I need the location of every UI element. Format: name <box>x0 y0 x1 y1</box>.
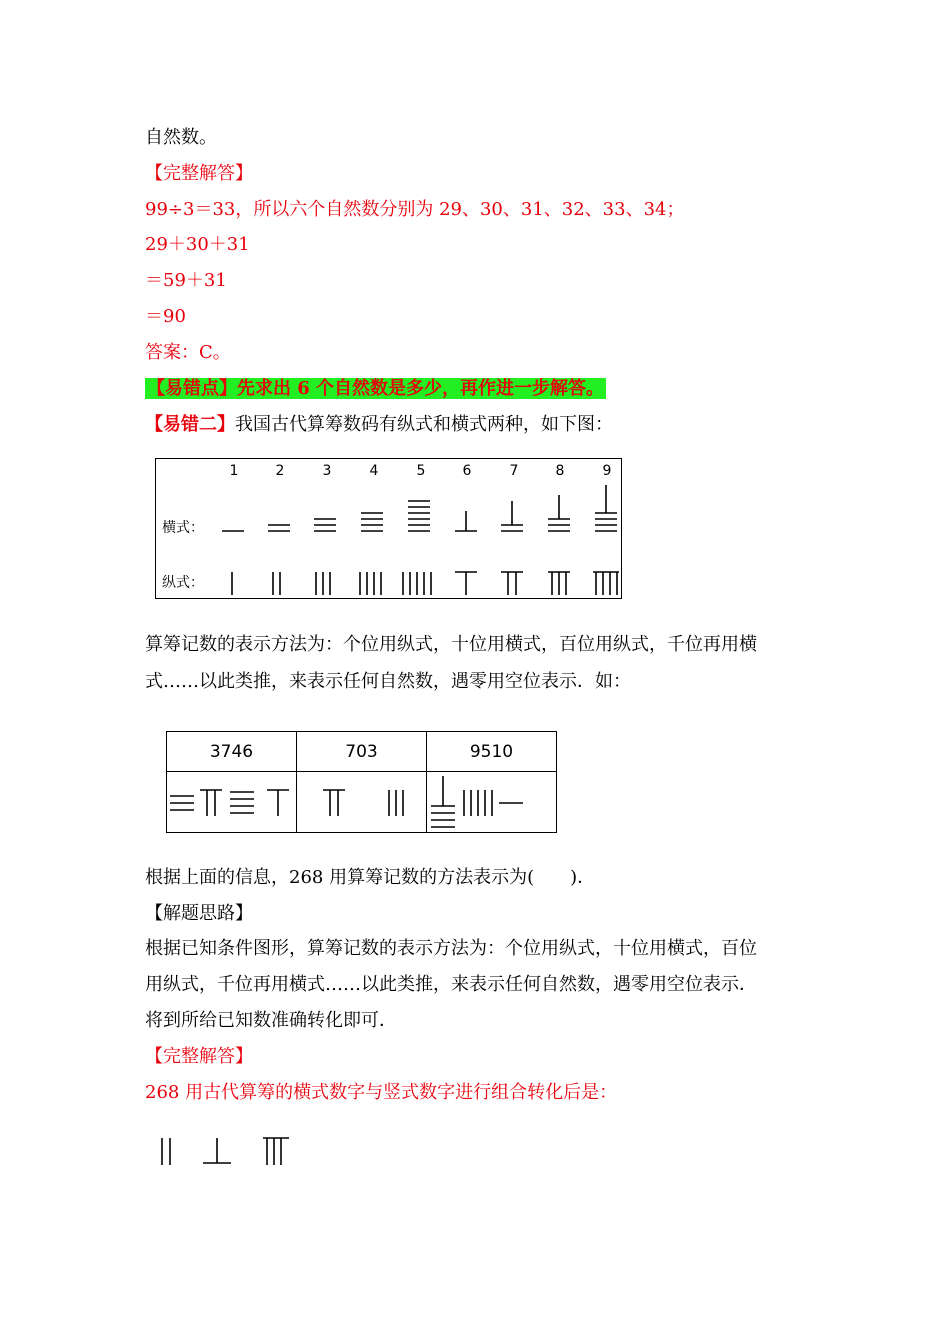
table-header-row <box>167 732 557 772</box>
solution-line: 29＋30＋31 <box>145 234 250 255</box>
rod-numeral-figure <box>155 458 622 599</box>
solution-line: 99÷3＝33，所以六个自然数分别为 29、30、31、32、33、34； <box>145 199 685 220</box>
table-cell <box>427 772 557 833</box>
section-heading: 【完整解答】 <box>145 1046 253 1067</box>
example-table <box>166 731 557 833</box>
answer-line: 答案：C。 <box>145 342 231 363</box>
rod-glyphs-3746 <box>167 772 296 832</box>
digit-label: 3 <box>322 463 332 479</box>
table-header-cell: 3746 <box>167 732 297 772</box>
digit-label: 9 <box>602 463 612 479</box>
solution-line: 268 用古代算筹的横式数字与竖式数字进行组合转化后是： <box>145 1082 618 1103</box>
table-row <box>167 772 557 833</box>
table-cell <box>167 772 297 833</box>
vertical-row-label: 纵式： <box>162 575 204 591</box>
digit-label: 6 <box>462 463 472 479</box>
digit-label: 1 <box>229 463 239 479</box>
mistake-point <box>145 377 606 401</box>
table-cell <box>297 772 427 833</box>
text-line: 用纵式，千位再用横式……以此类推，来表示任何自然数，遇零用空位表示． <box>145 974 757 995</box>
problem-text: 我国古代算筹数码有纵式和横式两种，如下图： <box>235 414 613 435</box>
highlighted-text: 【易错点】先求出 6 个自然数是多少，再作进一步解答。 <box>147 378 605 399</box>
horizontal-row-label: 横式： <box>162 520 204 536</box>
answer-rod-glyphs-268 <box>155 1135 315 1171</box>
rod-glyphs-703 <box>297 772 426 832</box>
digit-label: 7 <box>509 463 519 479</box>
problem-intro <box>145 413 613 437</box>
table-header-cell: 9510 <box>427 732 557 772</box>
text-line: 算筹记数的表示方法为：个位用纵式，十位用横式，百位用纵式，千位再用横 <box>145 634 757 655</box>
rod-glyphs-9510 <box>427 772 556 832</box>
text-line: 将到所给已知数准确转化即可． <box>145 1010 397 1031</box>
rod-numeral-glyphs <box>156 459 623 600</box>
digit-label: 8 <box>555 463 565 479</box>
solution-line: ＝59＋31 <box>145 270 227 291</box>
text-line: 根据已知条件图形，算筹记数的表示方法为：个位用纵式，十位用横式，百位 <box>145 938 757 959</box>
text-line: 自然数。 <box>145 127 217 148</box>
section-heading: 【完整解答】 <box>145 163 253 184</box>
question-line: 根据上面的信息，268 用算筹记数的方法表示为( )． <box>145 867 596 888</box>
section-heading: 【解题思路】 <box>145 903 253 924</box>
problem-tag: 【易错二】 <box>145 414 235 435</box>
digit-label: 2 <box>275 463 285 479</box>
solution-line: ＝90 <box>145 306 186 327</box>
table-header-cell: 703 <box>297 732 427 772</box>
text-line: 式……以此类推，来表示任何自然数，遇零用空位表示．如： <box>145 671 631 692</box>
digit-label: 5 <box>416 463 426 479</box>
digit-label: 4 <box>369 463 379 479</box>
